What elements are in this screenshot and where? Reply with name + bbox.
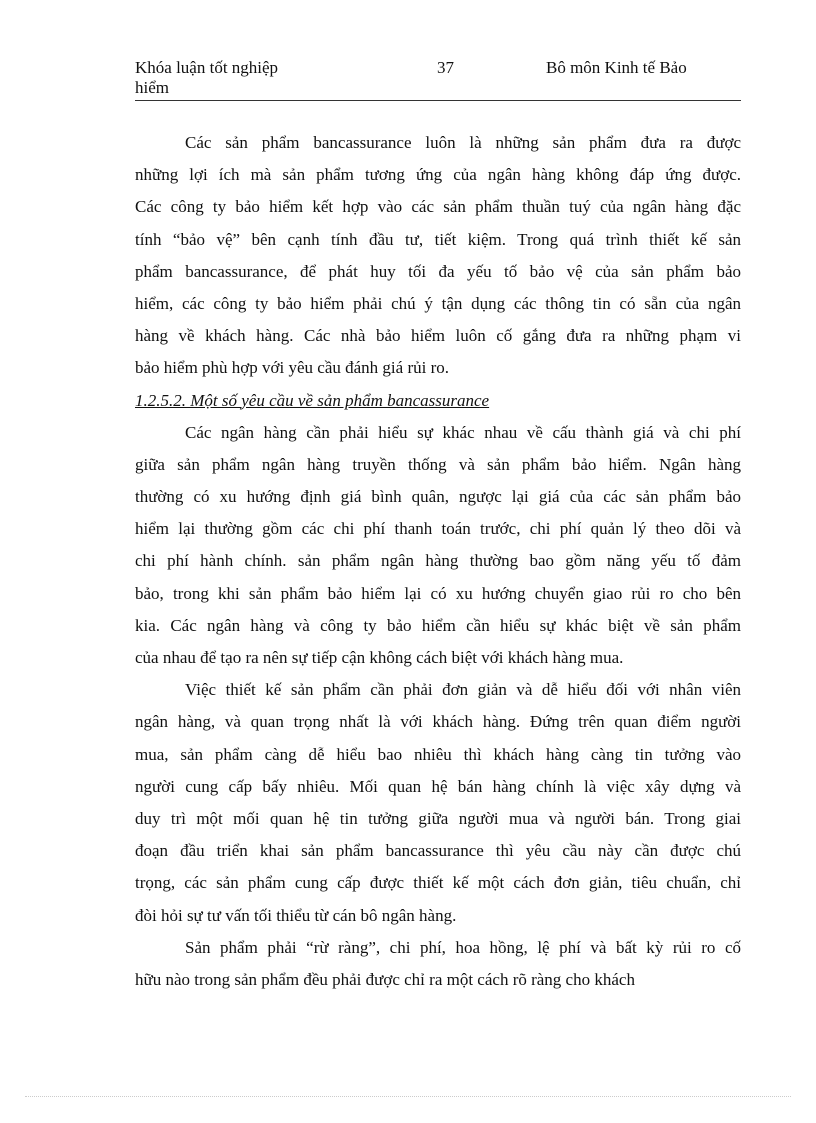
paragraph <box>135 417 741 675</box>
text-line: của nhau để tạo ra nên sự tiếp cận không cách biệt với khách hàng mua. <box>135 648 624 667</box>
text-line: Các sản phẩm bancassurance luôn là những sản phẩm đưa ra được <box>185 133 741 152</box>
text-line: chi phí hành chính. sản phẩm ngân hàng thường bao gồm năng yếu tố đảm <box>135 551 741 571</box>
text-line: đoạn đầu triển khai sản phẩm bancassurance thì yêu cầu này cần được chú <box>135 841 741 861</box>
text-line: Việc thiết kế sản phẩm cần phải đơn giản và dễ hiểu đối với nhân viên <box>185 680 741 700</box>
paragraph <box>135 127 741 385</box>
text-line: mua, sản phẩm càng dễ hiểu bao nhiêu thì khách hàng càng tin tưởng vào <box>135 744 741 764</box>
text-line: trọng, các sản phẩm cung cấp được thiết kế một cách đơn giản, tiêu chuẩn, chỉ <box>135 873 741 893</box>
document-body <box>135 127 741 996</box>
text-line: những lợi ích mà sản phẩm tương ứng của ngân hàng không đáp ứng được. <box>135 165 741 185</box>
text-line: Sản phẩm phải “rừ ràng”, chi phí, hoa hồng, lệ phí và bất kỳ rủi ro cố <box>185 937 741 957</box>
text-line: Các ngân hàng cần phải hiểu sự khác nhau về cấu thành giá và chi phí <box>185 422 741 442</box>
text-line: duy trì một mối quan hệ tin tưởng giữa người mua và người bán. Trong giai <box>135 808 741 828</box>
section-heading <box>135 385 741 417</box>
header-divider <box>135 100 741 101</box>
text-line: ngân hàng, và quan trọng nhất là với khách hàng. Đứng trên quan điểm người <box>135 712 741 732</box>
text-line: Các công ty bảo hiểm kết hợp vào các sản phẩm thuần tuý của ngân hàng đặc <box>135 197 741 217</box>
text-line: hiểm lại thường gồm các chi phí thanh toán trước, chi phí quản lý theo dõi và <box>135 519 741 539</box>
text-line: 1.2.5.2. Một số yêu cầu về sản phẩm bancassurance <box>135 390 490 410</box>
header-left-title-continued: hiểm <box>135 78 169 97</box>
text-line: bảo, trong khi sản phẩm bảo hiểm lại có xu hướng chuyển giao rủi ro cho bên <box>135 583 741 603</box>
text-line: phẩm bancassurance, để phát huy tối đa yếu tố bảo vệ của sản phẩm bảo <box>135 261 741 281</box>
paragraph <box>135 932 741 996</box>
text-line: thường có xu hướng định giá bình quân, ngược lại giá của các sản phẩm bảo <box>135 487 741 507</box>
text-line: hữu nào trong sản phẩm đều phải được chỉ ra một cách rõ ràng cho khách <box>135 969 635 989</box>
page-bottom-divider <box>25 1096 791 1097</box>
text-line: giữa sản phẩm ngân hàng truyền thống và sản phẩm bảo hiểm. Ngân hàng <box>135 454 741 474</box>
text-line: người cung cấp bấy nhiêu. Mối quan hệ bán hàng chính là việc xây dựng và <box>135 776 741 796</box>
text-line: hàng về khách hàng. Các nhà bảo hiểm luôn cố gắng đưa ra những phạm vi <box>135 326 741 346</box>
text-line: bảo hiểm phù hợp với yêu cầu đánh giá rủi ro. <box>135 358 449 378</box>
text-line: tính “bảo vệ” bên cạnh tính đầu tư, tiết kiệm. Trong quá trình thiết kế sản <box>135 229 741 249</box>
text-line: đòi hỏi sự tư vấn tối thiểu từ cán bô ngân hàng. <box>135 905 457 925</box>
header-right-title: Bô môn Kinh tế Bảo <box>546 58 687 77</box>
paragraph <box>135 674 741 932</box>
text-line: kia. Các ngân hàng và công ty bảo hiểm cần hiểu sự khác biệt về sản phẩm <box>135 615 741 635</box>
text-line: hiểm, các công ty bảo hiểm phải chú ý tận dụng các thông tin có sẵn của ngân <box>135 293 741 313</box>
header-left-title: Khóa luận tốt nghiệp <box>135 58 279 77</box>
page-number: 37 <box>437 58 454 77</box>
